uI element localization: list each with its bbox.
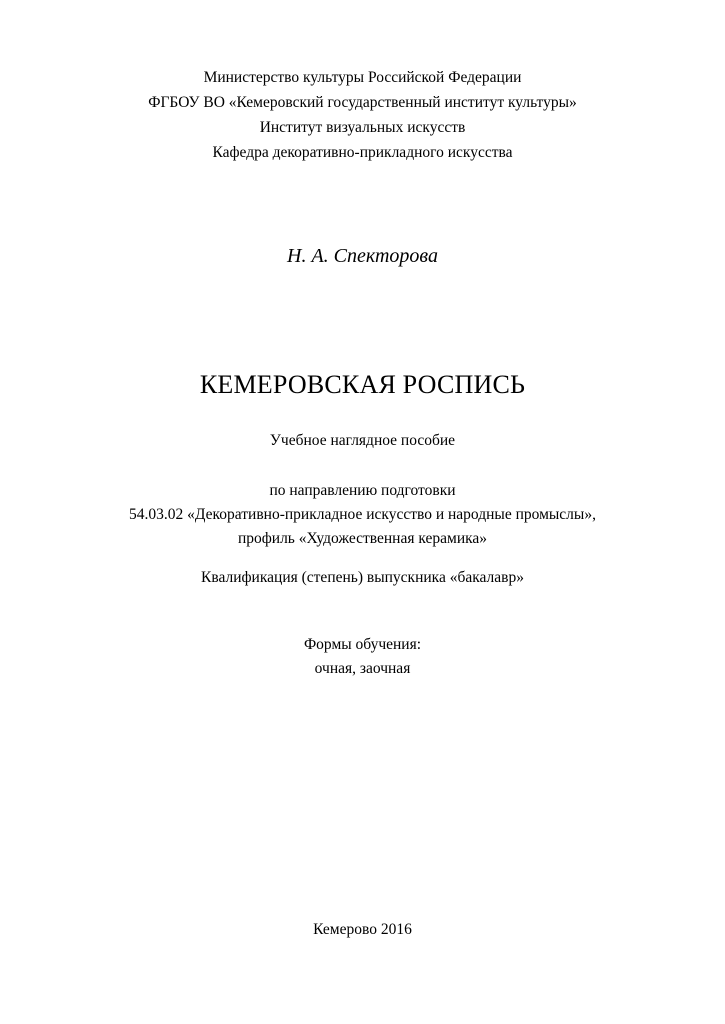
city-year-footer: Кемерово 2016 (313, 921, 412, 938)
document-title: КЕМЕРОВСКАЯ РОСПИСЬ (199, 370, 526, 399)
direction-profile: профиль «Художественная керамика» (237, 530, 488, 547)
chair-line: Кафедра декоративно-прикладного искусства (212, 144, 513, 161)
ministry-line: Министерство культуры Российской Федерации (203, 69, 522, 86)
department-institute-line: Институт визуальных искусств (259, 119, 466, 136)
document-subtitle: Учебное наглядное пособие (269, 432, 456, 449)
qualification-line: Квалификация (степень) выпускника «бакалавр» (201, 569, 524, 586)
institute-line: ФГБОУ ВО «Кемеровский государственный институт культуры» (148, 94, 577, 111)
study-forms-label: Формы обучения: (303, 636, 422, 653)
direction-label: по направлению подготовки (269, 482, 456, 499)
study-forms-value: очная, заочная (314, 660, 411, 677)
direction-code: 54.03.02 «Декоративно-прикладное искусство и народные промыслы», (129, 506, 596, 523)
author-name: Н. А. Спекторова (287, 245, 438, 267)
